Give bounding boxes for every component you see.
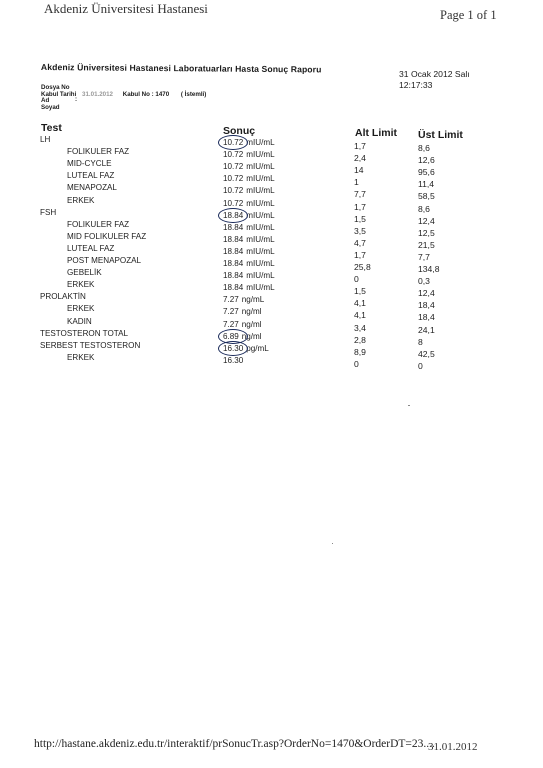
test-name: ERKEK xyxy=(67,280,95,290)
low-limit: 1 xyxy=(354,177,359,188)
low-limit: 0 xyxy=(354,274,359,285)
high-limit: 24,1 xyxy=(418,324,435,335)
result-value: 10.72 xyxy=(223,162,244,172)
result-unit: mIU/mL xyxy=(246,271,275,281)
handwritten-circle-mark xyxy=(218,135,248,150)
low-limit: 3,4 xyxy=(354,322,366,333)
result-cell xyxy=(223,223,275,232)
result-cell xyxy=(223,235,275,244)
low-limit: 0 xyxy=(354,358,359,369)
low-limit: 1,7 xyxy=(354,141,366,151)
kabul-no: Kabul No : 1470 xyxy=(122,91,170,98)
high-limit: 12,4 xyxy=(418,288,435,299)
result-value: 7.27 xyxy=(223,307,239,317)
low-limit: 1,5 xyxy=(354,213,366,224)
column-header-low-limit: Alt Limit xyxy=(355,127,397,139)
result-value: 10.72 xyxy=(223,186,244,196)
print-footer-date: 31.01.2012 xyxy=(428,741,478,753)
result-unit: mIU/mL xyxy=(246,259,275,268)
test-name: PROLAKTİN xyxy=(40,292,86,302)
high-limit: 12,4 xyxy=(418,215,435,226)
result-value: 18.84 xyxy=(223,210,244,220)
result-value: 18.84 xyxy=(223,259,244,268)
test-name: ERKEK xyxy=(67,195,95,205)
result-cell xyxy=(223,199,275,208)
handwritten-circle-mark xyxy=(218,208,248,223)
low-limit: 1,7 xyxy=(354,201,366,212)
high-limit: 18,4 xyxy=(418,312,435,323)
low-limit: 1,7 xyxy=(354,249,366,260)
low-limit: 4,7 xyxy=(354,237,366,248)
result-value: 7.27 xyxy=(223,319,239,329)
kabul-tarihi-label: Kabul Tarihi xyxy=(41,91,77,98)
high-limit: 0 xyxy=(418,360,423,371)
high-limit: 134,8 xyxy=(418,264,440,274)
result-unit: mIU/mL xyxy=(246,138,275,147)
result-unit: mIU/mL xyxy=(246,150,275,160)
column-header-test: Test xyxy=(41,122,62,134)
high-limit: 7,7 xyxy=(418,251,430,262)
ad-colon: : xyxy=(75,96,78,103)
print-header-title: Akdeniz Üniversitesi Hastanesi xyxy=(44,1,208,16)
test-name: FSH xyxy=(40,207,57,217)
result-value: 16.30 xyxy=(223,343,244,353)
test-name: FOLIKULER FAZ xyxy=(67,219,130,229)
test-name: GEBELİK xyxy=(67,268,102,278)
result-unit: ng/ml xyxy=(241,307,262,317)
test-name: MENAPOZAL xyxy=(67,183,117,193)
high-limit: 21,5 xyxy=(418,239,435,250)
high-limit: 12,6 xyxy=(418,155,435,166)
high-limit: 12,5 xyxy=(418,227,435,238)
result-value: 18.84 xyxy=(223,246,244,256)
print-footer-url: http://hastane.akdeniz.edu.tr/interaktif/prSonucTr.asp?OrderNo=1470&OrderDT=23.... xyxy=(34,738,435,750)
result-cell xyxy=(223,150,275,159)
result-unit: mIU/mL xyxy=(246,186,275,196)
result-value: 10.72 xyxy=(223,198,244,208)
istemli-label: ( İstemli) xyxy=(180,91,207,98)
test-name: LUTEAL FAZ xyxy=(67,243,115,253)
result-value: 7.27 xyxy=(223,295,239,305)
low-limit: 3,5 xyxy=(354,225,366,236)
low-limit: 8,9 xyxy=(354,346,366,357)
low-limit: 4,1 xyxy=(354,298,366,309)
test-name: LH xyxy=(40,135,51,144)
result-cell xyxy=(223,271,275,280)
scan-speck xyxy=(332,543,333,544)
low-limit: 4,1 xyxy=(354,310,366,321)
result-value: 16.30 xyxy=(223,355,244,365)
result-cell xyxy=(223,356,246,365)
test-name: POST MENAPOZAL xyxy=(67,256,142,265)
result-unit: ng/mL xyxy=(241,295,265,305)
result-unit: pg/mL xyxy=(246,343,269,353)
low-limit: 14 xyxy=(354,165,364,176)
result-unit: mIU/mL xyxy=(246,198,275,208)
result-unit: mIU/mL xyxy=(246,246,275,256)
low-limit: 2,4 xyxy=(354,153,366,164)
test-name: KADIN xyxy=(67,316,92,326)
high-limit: 0,3 xyxy=(418,276,430,287)
column-header-high-limit: Üst Limit xyxy=(418,129,463,141)
test-name: TESTOSTERON TOTAL xyxy=(40,328,128,338)
result-value: 18.84 xyxy=(223,234,244,244)
low-limit: 25,8 xyxy=(354,262,371,272)
high-limit: 58,5 xyxy=(418,191,435,202)
result-cell xyxy=(223,162,275,171)
test-name: LUTEAL FAZ xyxy=(67,171,115,181)
handwritten-circle-mark xyxy=(218,341,248,356)
low-limit: 2,8 xyxy=(354,334,366,345)
result-unit: mIU/mL xyxy=(246,283,275,293)
soyad-label: Soyad xyxy=(41,104,60,111)
test-name: FOLIKULER FAZ xyxy=(67,147,130,157)
print-header-page-number: Page 1 of 1 xyxy=(440,8,497,22)
result-cell xyxy=(223,295,264,304)
result-value: 18.84 xyxy=(223,222,244,232)
test-name: ERKEK xyxy=(67,352,95,362)
column-header-result: Sonuç xyxy=(223,125,256,137)
scan-speck xyxy=(408,405,410,406)
high-limit: 11,4 xyxy=(418,179,435,190)
report-time: 12:17:33 xyxy=(399,80,433,90)
test-name: ERKEK xyxy=(67,304,95,314)
result-unit: mIU/mL xyxy=(246,234,275,244)
report-title: Akdeniz Üniversitesi Hastanesi Laboratuarları Hasta Sonuç Raporu xyxy=(40,62,322,75)
high-limit: 18,4 xyxy=(418,300,435,311)
result-unit: mIU/mL xyxy=(246,162,275,172)
dosya-no-label: Dosya No xyxy=(41,84,70,91)
result-unit: mIU/mL xyxy=(246,222,275,232)
result-value: 18.84 xyxy=(223,283,244,293)
low-limit: 7,7 xyxy=(354,189,366,200)
test-name: MID-CYCLE xyxy=(67,159,112,169)
result-cell xyxy=(223,307,262,316)
result-cell xyxy=(223,174,275,183)
result-cell xyxy=(223,186,275,195)
result-unit: mIU/mL xyxy=(246,210,275,220)
result-cell xyxy=(223,320,262,329)
result-cell xyxy=(223,283,275,292)
result-value: 10.72 xyxy=(223,150,244,160)
result-cell xyxy=(223,259,275,268)
result-unit: ng/ml xyxy=(241,319,262,329)
result-value: 6.89 xyxy=(223,331,239,341)
result-unit: ng/ml xyxy=(241,331,262,341)
kabul-tarihi-value: 31.01.2012 xyxy=(82,91,113,98)
high-limit: 8,6 xyxy=(418,203,430,214)
result-unit: mIU/mL xyxy=(246,174,275,184)
result-cell xyxy=(223,247,275,256)
result-value: 18.84 xyxy=(223,271,244,281)
low-limit: 1,5 xyxy=(354,286,366,297)
result-value: 10.72 xyxy=(223,138,244,147)
high-limit: 42,5 xyxy=(418,348,435,359)
test-name: SERBEST TESTOSTERON xyxy=(40,340,141,350)
high-limit: 8,6 xyxy=(418,143,430,153)
ad-label: Ad xyxy=(41,97,50,104)
report-date: 31 Ocak 2012 Salı xyxy=(399,69,470,79)
result-value: 10.72 xyxy=(223,174,244,184)
high-limit: 95,6 xyxy=(418,167,435,178)
test-name: MID FOLIKULER FAZ xyxy=(67,231,147,241)
high-limit: 8 xyxy=(418,336,423,347)
kabul-tarihi-row xyxy=(41,91,206,98)
